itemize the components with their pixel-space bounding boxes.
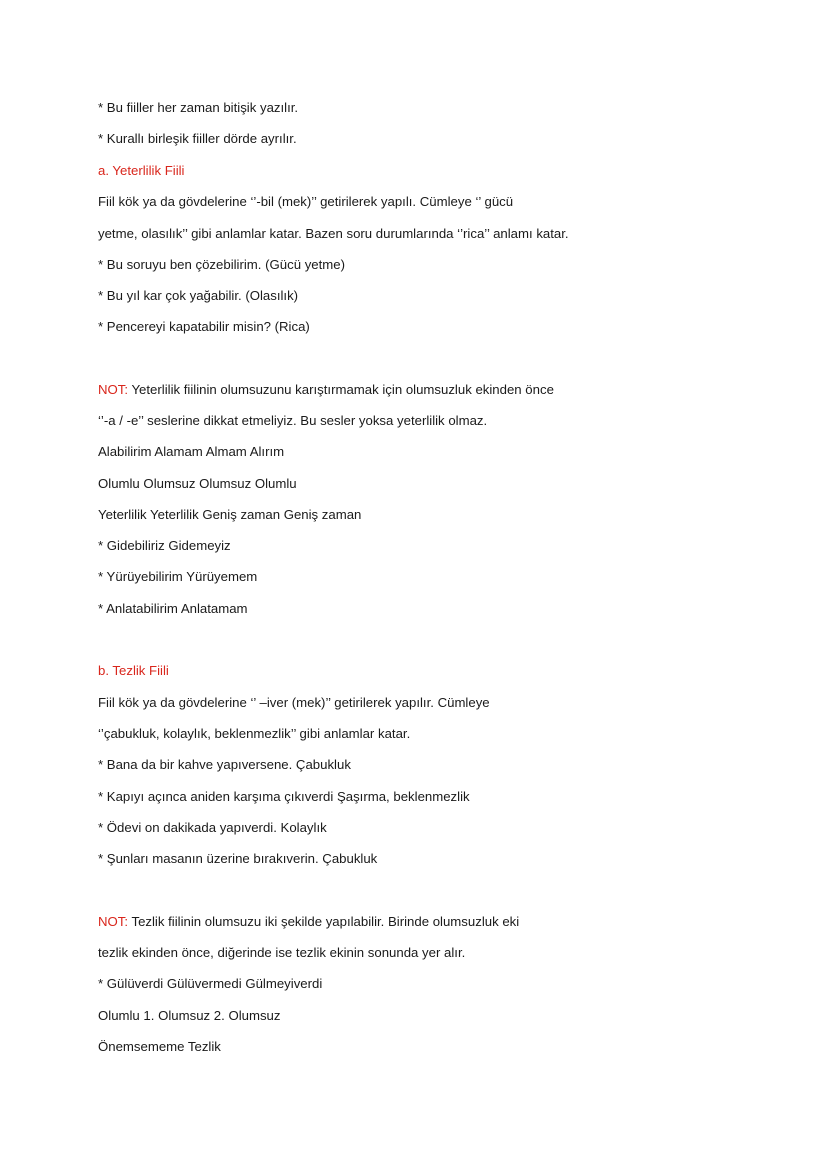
- section-description: Fiil kök ya da gövdelerine ‘’-bil (mek)’’ getirilerek yapılı. Cümleye ‘’ gücü: [98, 194, 514, 209]
- note-label: NOT:: [98, 914, 129, 929]
- example-line: * Kapıyı açınca aniden karşıma çıkıverdi Şaşırma, beklenmezlik: [98, 789, 470, 804]
- example-line: * Bana da bir kahve yapıversene. Çabukluk: [98, 757, 351, 772]
- section-heading: a. Yeterlilik Fiili: [98, 163, 185, 178]
- section-description: Fiil kök ya da gövdelerine ‘’ –iver (mek)’’ getirilerek yapılır. Cümleye: [98, 695, 490, 710]
- example-line: * Şunları masanın üzerine bırakıverin. Çabukluk: [98, 851, 378, 866]
- example-line: * Bu yıl kar çok yağabilir. (Olasılık): [98, 288, 299, 303]
- example-line: * Pencereyi kapatabilir misin? (Rica): [98, 319, 310, 334]
- example-line: * Gidebiliriz Gidemeyiz: [98, 538, 231, 553]
- note-text: Yeterlilik fiilinin olumsuzunu karıştırmamak için olumsuzluk ekinden önce: [128, 382, 554, 397]
- example-line: * Bu soruyu ben çözebilirim. (Gücü yetme): [98, 257, 345, 272]
- note-text: tezlik ekinden önce, diğerinde ise tezlik ekinin sonunda yer alır.: [98, 945, 466, 960]
- note-line: [98, 913, 519, 931]
- table-row: Önemsememe Tezlik: [98, 1039, 221, 1054]
- table-row: Yeterlilik Yeterlilik Geniş zaman Geniş zaman: [98, 507, 362, 522]
- example-line: * Yürüyebilirim Yürüyemem: [98, 569, 258, 584]
- note-text: ‘’-a / -e’’ seslerine dikkat etmeliyiz. Bu sesler yoksa yeterlilik olmaz.: [98, 413, 488, 428]
- table-row: Olumlu Olumsuz Olumsuz Olumlu: [98, 476, 297, 491]
- section-description: yetme, olasılık’’ gibi anlamlar katar. Bazen soru durumlarında ‘’rica’’ anlamı katar.: [98, 226, 569, 241]
- table-row: * Gülüverdi Gülüvermedi Gülmeyiverdi: [98, 976, 323, 991]
- table-row: Alabilirim Alamam Almam Alırım: [98, 444, 285, 459]
- note-text: Tezlik fiilinin olumsuzu iki şekilde yapılabilir. Birinde olumsuzluk eki: [128, 914, 520, 929]
- section-heading: b. Tezlik Fiili: [98, 663, 169, 678]
- section-description: ‘’çabukluk, kolaylık, beklenmezlik’’ gibi anlamlar katar.: [98, 726, 411, 741]
- example-line: * Anlatabilirim Anlatamam: [98, 601, 248, 616]
- note-label: NOT:: [98, 382, 129, 397]
- intro-line: * Kurallı birleşik fiiller dörde ayrılır.: [98, 131, 297, 146]
- note-line: [98, 381, 554, 399]
- intro-line: * Bu fiiller her zaman bitişik yazılır.: [98, 100, 299, 115]
- example-line: * Ödevi on dakikada yapıverdi. Kolaylık: [98, 820, 327, 835]
- table-row: Olumlu 1. Olumsuz 2. Olumsuz: [98, 1008, 281, 1023]
